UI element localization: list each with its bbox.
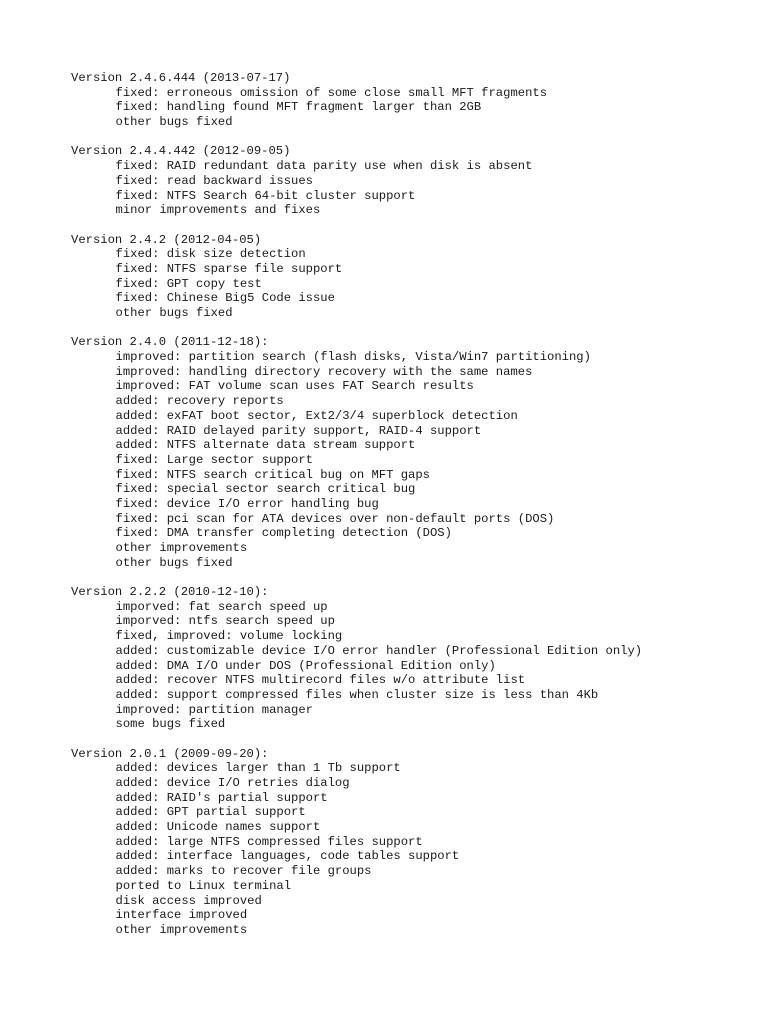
release-change-item: added: support compressed files when cluster size is less than 4Kb — [115, 687, 599, 702]
release-change-item: fixed: read backward issues — [115, 173, 313, 188]
release-change-item: other bugs fixed — [115, 115, 233, 130]
release-change-item: fixed: special sector search critical bug — [115, 482, 416, 497]
release-change-item: fixed: DMA transfer completing detection (DOS) — [115, 526, 452, 541]
release-change-item: added: Unicode names support — [115, 820, 321, 835]
release-change-item: added: GPT partial support — [115, 805, 306, 820]
release-change-item: fixed: pci scan for ATA devices over non-default ports (DOS) — [115, 511, 555, 526]
changelog-document — [71, 71, 761, 952]
release-change-item: improved: handling directory recovery with the same names — [115, 364, 533, 379]
release-change-item: fixed: handling found MFT fragment larger than 2GB — [115, 100, 482, 115]
release-version-header: Version 2.4.4.442 (2012-09-05) — [71, 144, 291, 159]
release-block — [71, 585, 761, 732]
release-change-item: added: DMA I/O under DOS (Professional Edition only) — [115, 658, 496, 673]
release-change-item: improved: partition manager — [115, 702, 313, 717]
release-version-header: Version 2.2.2 (2010-12-10): — [71, 585, 269, 600]
release-change-item: fixed: NTFS Search 64-bit cluster support — [115, 188, 416, 203]
release-change-item: minor improvements and fixes — [115, 203, 321, 218]
release-change-item: improved: partition search (flash disks, Vista/Win7 partitioning) — [115, 350, 591, 365]
release-change-item: fixed: NTFS search critical bug on MFT gaps — [115, 467, 430, 482]
release-block — [71, 747, 761, 938]
release-change-item: other bugs fixed — [115, 306, 233, 320]
release-change-item: added: exFAT boot sector, Ext2/3/4 superblock detection — [115, 408, 518, 423]
release-change-item: imporved: ntfs search speed up — [115, 614, 335, 629]
release-change-item: fixed, improved: volume locking — [115, 629, 343, 644]
release-change-item: fixed: disk size detection — [115, 247, 306, 262]
release-change-item: improved: FAT volume scan uses FAT Search results — [115, 379, 474, 394]
release-block — [71, 144, 761, 217]
release-change-item: added: customizable device I/O error handler (Professional Edition only) — [115, 643, 643, 658]
release-change-item: added: RAID's partial support — [115, 790, 328, 805]
release-change-item: added: interface languages, code tables support — [115, 849, 460, 864]
release-block — [71, 335, 761, 570]
release-change-item: imporved: fat search speed up — [115, 599, 328, 614]
release-change-item: fixed: Chinese Big5 Code issue — [115, 291, 335, 306]
release-change-item: other improvements — [115, 541, 248, 555]
release-change-item: some bugs fixed — [115, 717, 226, 732]
release-change-item: added: large NTFS compressed files support — [115, 834, 423, 849]
release-block — [71, 71, 761, 130]
release-change-item: added: NTFS alternate data stream support — [115, 438, 416, 453]
release-change-item: added: RAID delayed parity support, RAID-4 support — [115, 423, 482, 438]
release-change-item: added: marks to recover file groups — [115, 864, 372, 879]
release-change-item: added: devices larger than 1 Tb support — [115, 761, 401, 776]
release-change-item: other improvements — [115, 922, 248, 937]
release-change-item: other bugs fixed — [115, 555, 233, 570]
release-change-item: fixed: device I/O error handling bug — [115, 496, 379, 511]
release-version-header: Version 2.4.2 (2012-04-05) — [71, 232, 262, 247]
release-change-item: fixed: NTFS sparse file support — [115, 261, 343, 276]
release-version-header: Version 2.4.0 (2011-12-18): — [71, 335, 269, 350]
release-block — [71, 233, 761, 321]
release-change-item: ported to Linux terminal — [115, 878, 292, 893]
release-change-item: added: recover NTFS multirecord files w/o attribute list — [115, 673, 526, 688]
release-change-item: fixed: RAID redundant data parity use when disk is absent — [115, 159, 533, 174]
release-change-item: interface improved — [115, 908, 248, 923]
release-change-item: fixed: erroneous omission of some close small MFT fragments — [115, 85, 548, 100]
release-change-item: fixed: GPT copy test — [115, 276, 262, 291]
release-version-header: Version 2.0.1 (2009-09-20): — [71, 746, 269, 761]
release-change-item: fixed: Large sector support — [115, 452, 313, 467]
release-change-item: added: device I/O retries dialog — [115, 776, 350, 790]
release-change-item: disk access improved — [115, 893, 262, 908]
release-version-header: Version 2.4.6.444 (2013-07-17) — [71, 71, 291, 85]
release-change-item: added: recovery reports — [115, 394, 284, 409]
